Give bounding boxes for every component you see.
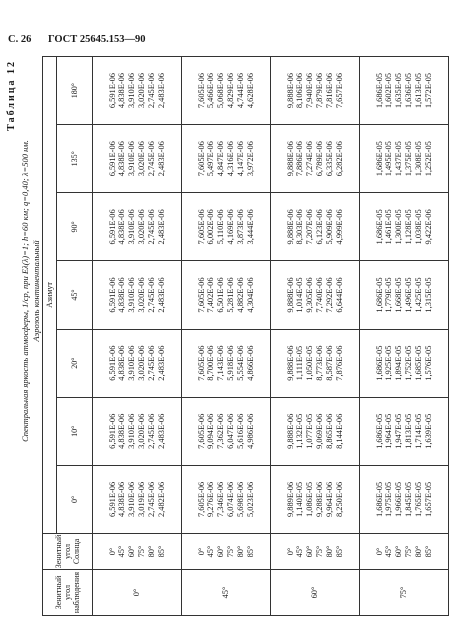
radiance-value: 1,315E-05 [423,277,433,313]
value-cell [360,397,449,465]
radiance-value: 1,686E-05 [374,481,384,517]
radiance-value: 5,023E-06 [245,481,255,517]
radiance-value: 7,605E-06 [196,209,206,245]
radiance-value: 3,019E-06 [137,481,146,517]
radiance-value: 9,888E-06 [285,209,295,245]
radiance-value: 2,483E-06 [156,73,166,109]
radiance-value: 4,744E-06 [235,73,245,109]
radiance-value: 7,402E-06 [206,277,216,313]
header-zenith-sun: Зенитный угол Солнца [43,534,93,570]
value-cell [93,125,182,193]
value-cell [93,193,182,261]
radiance-value: 8,144E-06 [334,413,344,449]
observation-angle-cell: 75° [360,570,449,616]
table-row [360,57,449,616]
radiance-value: 9,889E-06 [285,481,295,517]
radiance-value: 3,873E-06 [235,209,245,245]
value-cell [93,465,182,533]
radiance-value: 7,816E-06 [324,73,334,109]
radiance-value: 3,020E-06 [137,413,146,449]
sun-angle: 45° [295,545,305,558]
observation-angle-cell: 0° [93,570,182,616]
radiance-value: 1,686E-05 [374,345,384,381]
radiance-value: 2,483E-06 [156,345,166,381]
radiance-value: 2,745E-06 [146,141,156,177]
radiance-value: 7,274E-06 [305,141,315,177]
radiance-value: 5,554E-06 [235,345,245,381]
observation-angle-cell: 45° [182,570,271,616]
radiance-value: 1,765E-05 [413,481,423,517]
value-cell [360,465,449,533]
sun-angle: 60° [305,545,315,558]
radiance-value: 1,668E-05 [394,277,404,313]
radiance-value: 1,686E-05 [374,209,384,245]
radiance-value: 3,972E-06 [245,141,255,177]
radiance-value: 4,316E-06 [226,141,235,177]
radiance-value: 1,602E-05 [384,73,394,109]
radiance-value: 6,591E-06 [107,413,117,449]
radiance-value: 4,847E-06 [216,141,226,177]
value-cell [182,329,271,397]
radiance-value: 1,947E-05 [394,413,404,449]
radiance-value: 7,879E-06 [315,73,324,109]
value-cell [93,57,182,125]
radiance-value: 7,940E-06 [305,73,315,109]
radiance-value: 3,020E-06 [137,141,146,177]
radiance-value: 6,591E-06 [107,277,117,313]
radiance-value: 8,303E-06 [295,209,305,245]
radiance-value: 4,147E-06 [235,141,245,177]
standard-code: ГОСТ 25645.153—90 [47,34,146,45]
radiance-value: 4,838E-06 [117,141,127,177]
value-cell [182,465,271,533]
value-cell [360,57,449,125]
radiance-value: 1,128E-05 [404,209,413,245]
radiance-value: 4,999E-06 [334,209,344,245]
radiance-value: 4,986E-06 [245,413,255,449]
value-cell [93,329,182,397]
azimuth-header: 180° [57,57,93,125]
radiance-value: 4,838E-06 [117,73,127,109]
radiance-value: 7,143E-06 [216,345,226,381]
radiance-value: 7,605E-06 [196,345,206,381]
radiance-value: 6,591E-06 [107,481,117,517]
radiance-value: 7,346E-06 [216,481,226,517]
radiance-value: 7,876E-06 [334,345,344,381]
sun-angle: 75° [226,545,235,558]
sun-angle-cell [360,534,449,570]
radiance-value: 3,910E-06 [127,73,137,109]
radiance-value: 1,576E-05 [423,345,433,381]
radiance-value: 2,745E-06 [146,73,156,109]
radiance-value: 1,496E-05 [404,277,413,313]
radiance-value: 1,686E-05 [374,413,384,449]
radiance-value: 6,591E-06 [107,73,117,109]
radiance-value: 6,644E-06 [334,277,344,313]
radiance-value: 9,276E-06 [206,481,216,517]
radiance-value: 6,591E-06 [107,345,117,381]
radiance-value: 4,304E-06 [245,277,255,313]
radiance-value: 1,461E-05 [384,209,394,245]
sun-angle: 60° [216,545,226,558]
value-cell [271,57,360,125]
value-cell [271,261,360,329]
radiance-value: 8,250E-06 [334,481,344,517]
radiance-value: 1,686E-05 [374,73,384,109]
radiance-value: 9,964E-06 [324,481,334,517]
radiance-value: 1,086E-05 [305,481,315,517]
value-cell [360,125,449,193]
value-cell [360,329,449,397]
radiance-value: 5,497E-06 [206,141,216,177]
table-body [93,57,449,616]
azimuth-header: 90° [57,193,93,261]
radiance-value: 4,628E-06 [245,73,255,109]
radiance-value: 5,909E-06 [324,209,334,245]
radiance-value: 7,605E-06 [196,73,206,109]
azimuth-header: 20° [57,329,93,397]
radiance-value: 2,745E-06 [146,345,156,381]
value-cell [182,57,271,125]
radiance-value: 1,495E-05 [384,141,394,177]
radiance-value: 8,700E-06 [206,345,216,381]
sun-angle: 75° [404,545,413,558]
radiance-value: 1,685E-05 [413,345,423,381]
sun-angle: 80° [413,545,423,558]
table-row [271,57,360,616]
radiance-value: 9,888E-06 [285,73,295,109]
radiance-value: 7,292E-06 [324,277,334,313]
azimuth-header: 45° [57,261,93,329]
page-number: С. 26 [8,34,32,45]
radiance-table [42,56,449,616]
radiance-value: 5,110E-06 [216,209,226,245]
azimuth-header: 135° [57,125,93,193]
table-title: Спектральная яркость атмосферы, 1/ср, при Eλ(λ)=1; h=60 км; q=0,40; λ=500 нм. [20,140,30,442]
radiance-value: 1,966E-05 [394,481,404,517]
radiance-value: 1,077E-05 [305,413,315,449]
radiance-value: 7,605E-06 [196,277,206,313]
radiance-value: 4,838E-06 [117,345,127,381]
sun-angle: 0° [196,547,206,556]
radiance-value: 8,587E-06 [324,345,334,381]
radiance-value: 9,069E-06 [315,413,324,449]
azimuth-header: 0° [57,465,93,533]
sun-angle: 85° [245,545,255,558]
value-cell [182,261,271,329]
value-cell [182,125,271,193]
radiance-value: 1,894E-05 [394,345,404,381]
radiance-value: 9,094E-06 [206,413,216,449]
radiance-value: 1,639E-05 [423,413,433,449]
radiance-value: 7,207E-06 [305,209,315,245]
radiance-value: 1,014E-05 [295,277,305,313]
value-cell [271,465,360,533]
radiance-value: 8,106E-06 [295,73,305,109]
radiance-value: 4,882E-06 [235,277,245,313]
radiance-value: 1,050E-05 [305,345,315,381]
radiance-value: 6,123E-06 [315,209,324,245]
radiance-value: 6,074E-06 [226,481,235,517]
radiance-value: 9,288E-06 [315,481,324,517]
radiance-value: 1,038E-05 [413,209,423,245]
radiance-value: 2,483E-06 [156,413,166,449]
radiance-value: 6,282E-06 [334,141,344,177]
radiance-value: 1,813E-05 [404,413,413,449]
radiance-value: 1,636E-05 [404,73,413,109]
sun-angle: 80° [146,545,156,558]
header-zenith-observation: Зенитный угол наблюдения [43,570,93,616]
radiance-value: 6,047E-06 [226,413,235,449]
radiance-value: 1,925E-05 [384,345,394,381]
radiance-value: 6,335E-06 [324,141,334,177]
radiance-value: 5,068E-06 [216,73,226,109]
radiance-value: 2,482E-06 [156,481,166,517]
sun-angle: 0° [107,547,117,556]
radiance-value: 3,910E-06 [127,141,137,177]
radiance-value: 7,605E-06 [196,141,206,177]
radiance-value: 3,020E-06 [137,277,146,313]
value-cell [182,193,271,261]
azimuth-header: 10° [57,397,93,465]
radiance-value: 1,613E-05 [413,73,423,109]
value-cell [271,125,360,193]
radiance-value: 1,252E-05 [423,141,433,177]
radiance-value: 1,572E-05 [423,73,433,109]
radiance-value: 2,483E-06 [156,141,166,177]
radiance-value: 3,910E-06 [127,345,137,381]
radiance-value: 9,888E-06 [285,413,295,449]
radiance-value: 6,002E-06 [206,209,216,245]
radiance-value: 7,740E-06 [315,277,324,313]
table-number: Таблица 12 [6,60,17,131]
radiance-value: 2,483E-06 [156,277,166,313]
radiance-value: 4,838E-06 [117,413,127,449]
radiance-value: 3,910E-06 [127,209,137,245]
sun-angle: 80° [324,545,334,558]
radiance-value: 1,686E-05 [374,277,384,313]
radiance-value: 1,752E-05 [404,345,413,381]
radiance-value: 2,745E-06 [146,277,156,313]
sun-angle: 75° [315,545,324,558]
sun-angle: 0° [285,547,295,556]
radiance-value: 1,635E-05 [394,73,404,109]
sun-angle: 85° [334,545,344,558]
sun-angle-cell [182,534,271,570]
value-cell [93,261,182,329]
radiance-value: 3,910E-06 [127,413,137,449]
radiance-value: 1,686E-05 [374,141,384,177]
radiance-value: 5,698E-06 [235,481,245,517]
radiance-value: 6,789E-06 [315,141,324,177]
header-azimuth: Азимут [43,57,57,534]
radiance-value: 5,466E-06 [206,73,216,109]
radiance-value: 2,483E-06 [156,209,166,245]
sun-angle: 0° [374,547,384,556]
radiance-value: 1,779E-05 [384,277,394,313]
radiance-value: 7,605E-06 [196,413,206,449]
radiance-value: 2,745E-06 [146,413,156,449]
value-cell [271,397,360,465]
azimuth-header-row [57,57,93,616]
radiance-value: 2,745E-06 [146,209,156,245]
radiance-value: 2,745E-06 [146,481,156,517]
radiance-value: 5,281E-06 [226,277,235,313]
radiance-value: 4,838E-06 [117,277,127,313]
radiance-value: 9,888E-06 [285,141,295,177]
sun-angle-cell [271,534,360,570]
radiance-value: 9,888E-06 [285,345,295,381]
radiance-value: 1,657E-05 [423,481,433,517]
radiance-value: 9,422E-06 [423,209,433,245]
radiance-value: 8,773E-06 [315,345,324,381]
radiance-value: 1,845E-05 [404,481,413,517]
value-cell [271,329,360,397]
radiance-value: 4,169E-06 [226,209,235,245]
page-header [8,34,160,45]
sun-angle: 85° [423,545,433,558]
radiance-value: 3,910E-06 [127,277,137,313]
sun-angle: 75° [137,545,146,558]
sun-angle: 60° [394,545,404,558]
radiance-value: 6,591E-06 [107,209,117,245]
rotated-table-block [6,56,433,616]
radiance-value: 1,140E-05 [295,481,305,517]
radiance-value: 7,886E-06 [295,141,305,177]
radiance-value: 6,591E-06 [107,141,117,177]
radiance-value: 1,375E-05 [404,141,413,177]
radiance-value: 3,020E-06 [137,73,146,109]
radiance-value: 1,975E-05 [384,481,394,517]
radiance-value: 1,964E-05 [384,413,394,449]
value-cell [271,193,360,261]
radiance-value: 3,020E-06 [137,209,146,245]
radiance-value: 1,308E-05 [413,141,423,177]
radiance-value: 1,714E-05 [413,413,423,449]
table-row [93,57,182,616]
radiance-value: 4,838E-06 [117,209,127,245]
radiance-value: 3,020E-06 [137,345,146,381]
radiance-value: 7,657E-06 [334,73,344,109]
radiance-value: 5,616E-06 [235,413,245,449]
radiance-value: 6,501E-06 [216,277,226,313]
sun-angle-cell [93,534,182,570]
sun-angle: 85° [156,545,166,558]
radiance-value: 1,300E-05 [394,209,404,245]
radiance-value: 4,838E-06 [117,481,127,517]
radiance-value: 9,305E-06 [305,277,315,313]
sun-angle: 45° [206,545,216,558]
sun-angle: 45° [117,545,127,558]
sun-angle: 80° [235,545,245,558]
radiance-value: 3,444E-06 [245,209,255,245]
radiance-value: 7,362E-06 [216,413,226,449]
value-cell [360,193,449,261]
value-cell [182,397,271,465]
radiance-value: 9,888E-06 [285,277,295,313]
sun-angle: 60° [127,545,137,558]
radiance-value: 8,865E-06 [324,413,334,449]
radiance-value: 1,132E-05 [295,413,305,449]
sun-angle: 45° [384,545,394,558]
radiance-value: 1,425E-05 [413,277,423,313]
value-cell [360,261,449,329]
radiance-value: 4,829E-06 [226,73,235,109]
table-subtitle: Аэрозоль континентальный [31,240,41,342]
value-cell [93,397,182,465]
radiance-value: 4,866E-06 [245,345,255,381]
radiance-value: 5,918E-06 [226,345,235,381]
radiance-value: 1,437E-05 [394,141,404,177]
radiance-value: 3,910E-06 [127,481,137,517]
table-row [182,57,271,616]
radiance-value: 7,605E-06 [196,481,206,517]
observation-angle-cell: 60° [271,570,360,616]
radiance-value: 1,111E-05 [295,345,305,381]
